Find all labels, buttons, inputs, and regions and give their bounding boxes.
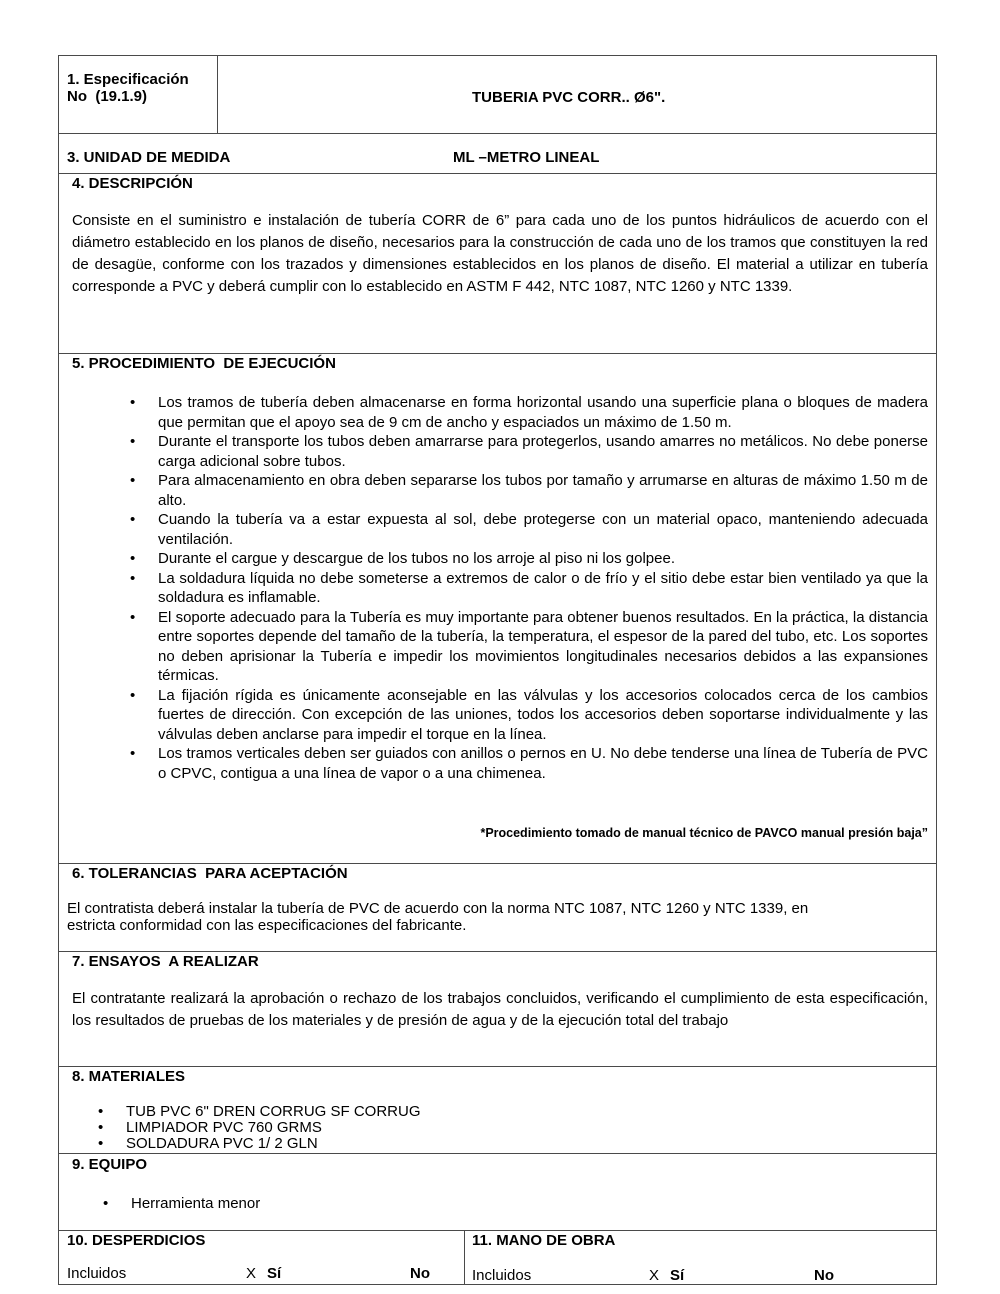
bullet-icon: •	[130, 608, 136, 626]
bullet-icon: •	[130, 569, 136, 587]
unit-label: 3. UNIDAD DE MEDIDA	[67, 149, 231, 166]
bullet-icon: •	[130, 433, 136, 450]
procedure-source-note: *Procedimiento tomado de manual técnico de PAVCO manual presión baja”	[480, 826, 928, 840]
equipment-list	[103, 1194, 631, 1214]
list-item: • SOLDADURA PVC 1/ 2 GLN	[98, 1135, 318, 1152]
header-divider	[217, 55, 218, 133]
list-item: • Los tramos verticales deben ser guiados con anillos o pernos en U. No debe tenderse una línea de Tubería de PVC o CPVC, contigua a una línea de vapor o a una chimenea.	[130, 745, 928, 782]
tolerances-line-2: estricta conformidad con las especificaciones del fabricante.	[67, 917, 467, 934]
list-item: • Durante el transporte los tubos deben amarrarse para protegerlos, usando amarres no metálicos. No debe ponerse carga adicional sobre tubos.	[130, 433, 928, 470]
description-heading: 4. DESCRIPCIÓN	[72, 175, 193, 192]
bullet-icon: •	[103, 1195, 109, 1212]
list-item: • La fijación rígida es únicamente aconsejable en las válvulas y los accesorios colocados cerca de los cambios fuertes de dirección. Con excepción de las uniones, todos los accesorios deben soportarse individualmente y las válvulas deben anclarse para impedir el torque en la línea.	[130, 686, 928, 743]
procedure-list	[130, 393, 928, 783]
bullet-icon: •	[130, 394, 136, 411]
labor-no-option: No	[814, 1267, 834, 1284]
rule-equipment	[58, 1230, 937, 1231]
spec-number-label: 1. Especificación	[67, 71, 189, 88]
unit-value: ML –METRO LINEAL	[453, 149, 600, 166]
bullet-icon: •	[98, 1103, 104, 1120]
list-item: • Los tramos de tubería deben almacenarse en forma horizontal usando una superficie plana o bloques de madera que permitan que el apoyo sea de 9 cm de ancho y espaciados un máximo de 1.50 m.	[130, 394, 928, 431]
waste-included-label: Incluidos	[67, 1265, 127, 1282]
labor-heading: 11. MANO DE OBRA	[472, 1232, 616, 1249]
footer-divider	[464, 1230, 465, 1285]
rule-unit	[58, 173, 937, 174]
bullet-icon: •	[98, 1119, 104, 1136]
labor-check-mark: X	[649, 1267, 660, 1284]
bullet-icon: •	[130, 472, 136, 489]
rule-tests	[58, 1066, 937, 1067]
bullet-icon: •	[98, 1135, 104, 1152]
tests-text: El contratante realizará la aprobación o rechazo de los trabajos concluidos, verificando el cumplimiento de esta especificación, los resultados de pruebas de los materiales y de presión de agua y de la ejecución total del trabajo	[72, 990, 928, 1029]
labor-yes-option: Sí	[670, 1267, 685, 1284]
labor-included-label: Incluidos	[472, 1267, 532, 1284]
bullet-icon: •	[130, 511, 136, 528]
procedure-heading: 5. PROCEDIMIENTO DE EJECUCIÓN	[72, 355, 336, 372]
list-item: • Para almacenamiento en obra deben separarse los tubos por tamaño y arrumarse en alturas de máximo 1.50 m de alto.	[130, 472, 928, 509]
description-text: Consiste en el suministro e instalación de tubería CORR de 6” para cada uno de los puntos hidráulicos de acuerdo con el diámetro establecido en los planos de diseño, necesarios para la construcción de cada uno de los tramos que constituyen la red de desagüe, conforme con los trazados y dimensiones establecidos en los planos de diseño. El material a utilizar en tubería corresponde a PVC y deberá cumplir con lo establecido en ASTM F 442, NTC 1087, NTC 1260 y NTC 1339.	[72, 212, 928, 295]
rule-tolerances	[58, 951, 937, 952]
list-item: • La soldadura líquida no debe someterse a extremos de calor o de frío y el sitio debe estar bien ventilado ya que la soldadura es inflamable.	[130, 569, 928, 606]
list-item: • Herramienta menor	[103, 1195, 261, 1212]
rule-procedure	[58, 863, 937, 864]
equipment-heading: 9. EQUIPO	[72, 1156, 148, 1173]
materials-heading: 8. MATERIALES	[72, 1068, 186, 1085]
rule-header	[58, 133, 937, 134]
tests-heading: 7. ENSAYOS A REALIZAR	[72, 953, 259, 970]
list-item: • TUB PVC 6" DREN CORRUG SF CORRUG	[98, 1103, 421, 1120]
list-item: • Durante el cargue y descargue de los tubos no los arroje al piso ni los golpee.	[130, 550, 675, 567]
waste-no-option: No	[410, 1265, 430, 1282]
bullet-icon: •	[130, 745, 136, 762]
waste-heading: 10. DESPERDICIOS	[67, 1232, 206, 1249]
bullet-icon: •	[130, 550, 136, 567]
spec-number-value: No (19.1.9)	[67, 88, 148, 105]
list-item: • LIMPIADOR PVC 760 GRMS	[98, 1119, 322, 1136]
bullet-icon: •	[130, 686, 136, 704]
materials-list	[98, 1103, 826, 1152]
list-item: • Cuando la tubería va a estar expuesta al sol, debe protegerse con un material opaco, manteniendo adecuada ventilación.	[130, 511, 928, 548]
waste-check-mark: X	[246, 1265, 257, 1282]
list-item: • El soporte adecuado para la Tubería es muy importante para obtener buenos resultados. En la práctica, la distancia entre soportes depende del tamaño de la tubería, la temperatura, el espesor de la pared del tubo, etc. Los soportes no deben aprisionar la Tubería e impedir los movimientos longitudinales necesarios debidos a las expansiones térmicas.	[130, 608, 928, 684]
spec-title: TUBERIA PVC CORR.. Ø6".	[472, 89, 666, 106]
tolerances-heading: 6. TOLERANCIAS PARA ACEPTACIÓN	[72, 865, 348, 882]
rule-description	[58, 353, 937, 354]
waste-yes-option: Sí	[267, 1265, 282, 1282]
tolerances-line-1: El contratista deberá instalar la tubería de PVC de acuerdo con la norma NTC 1087, NTC 1260 y NTC 1339, en	[67, 900, 809, 917]
rule-materials	[58, 1153, 937, 1154]
